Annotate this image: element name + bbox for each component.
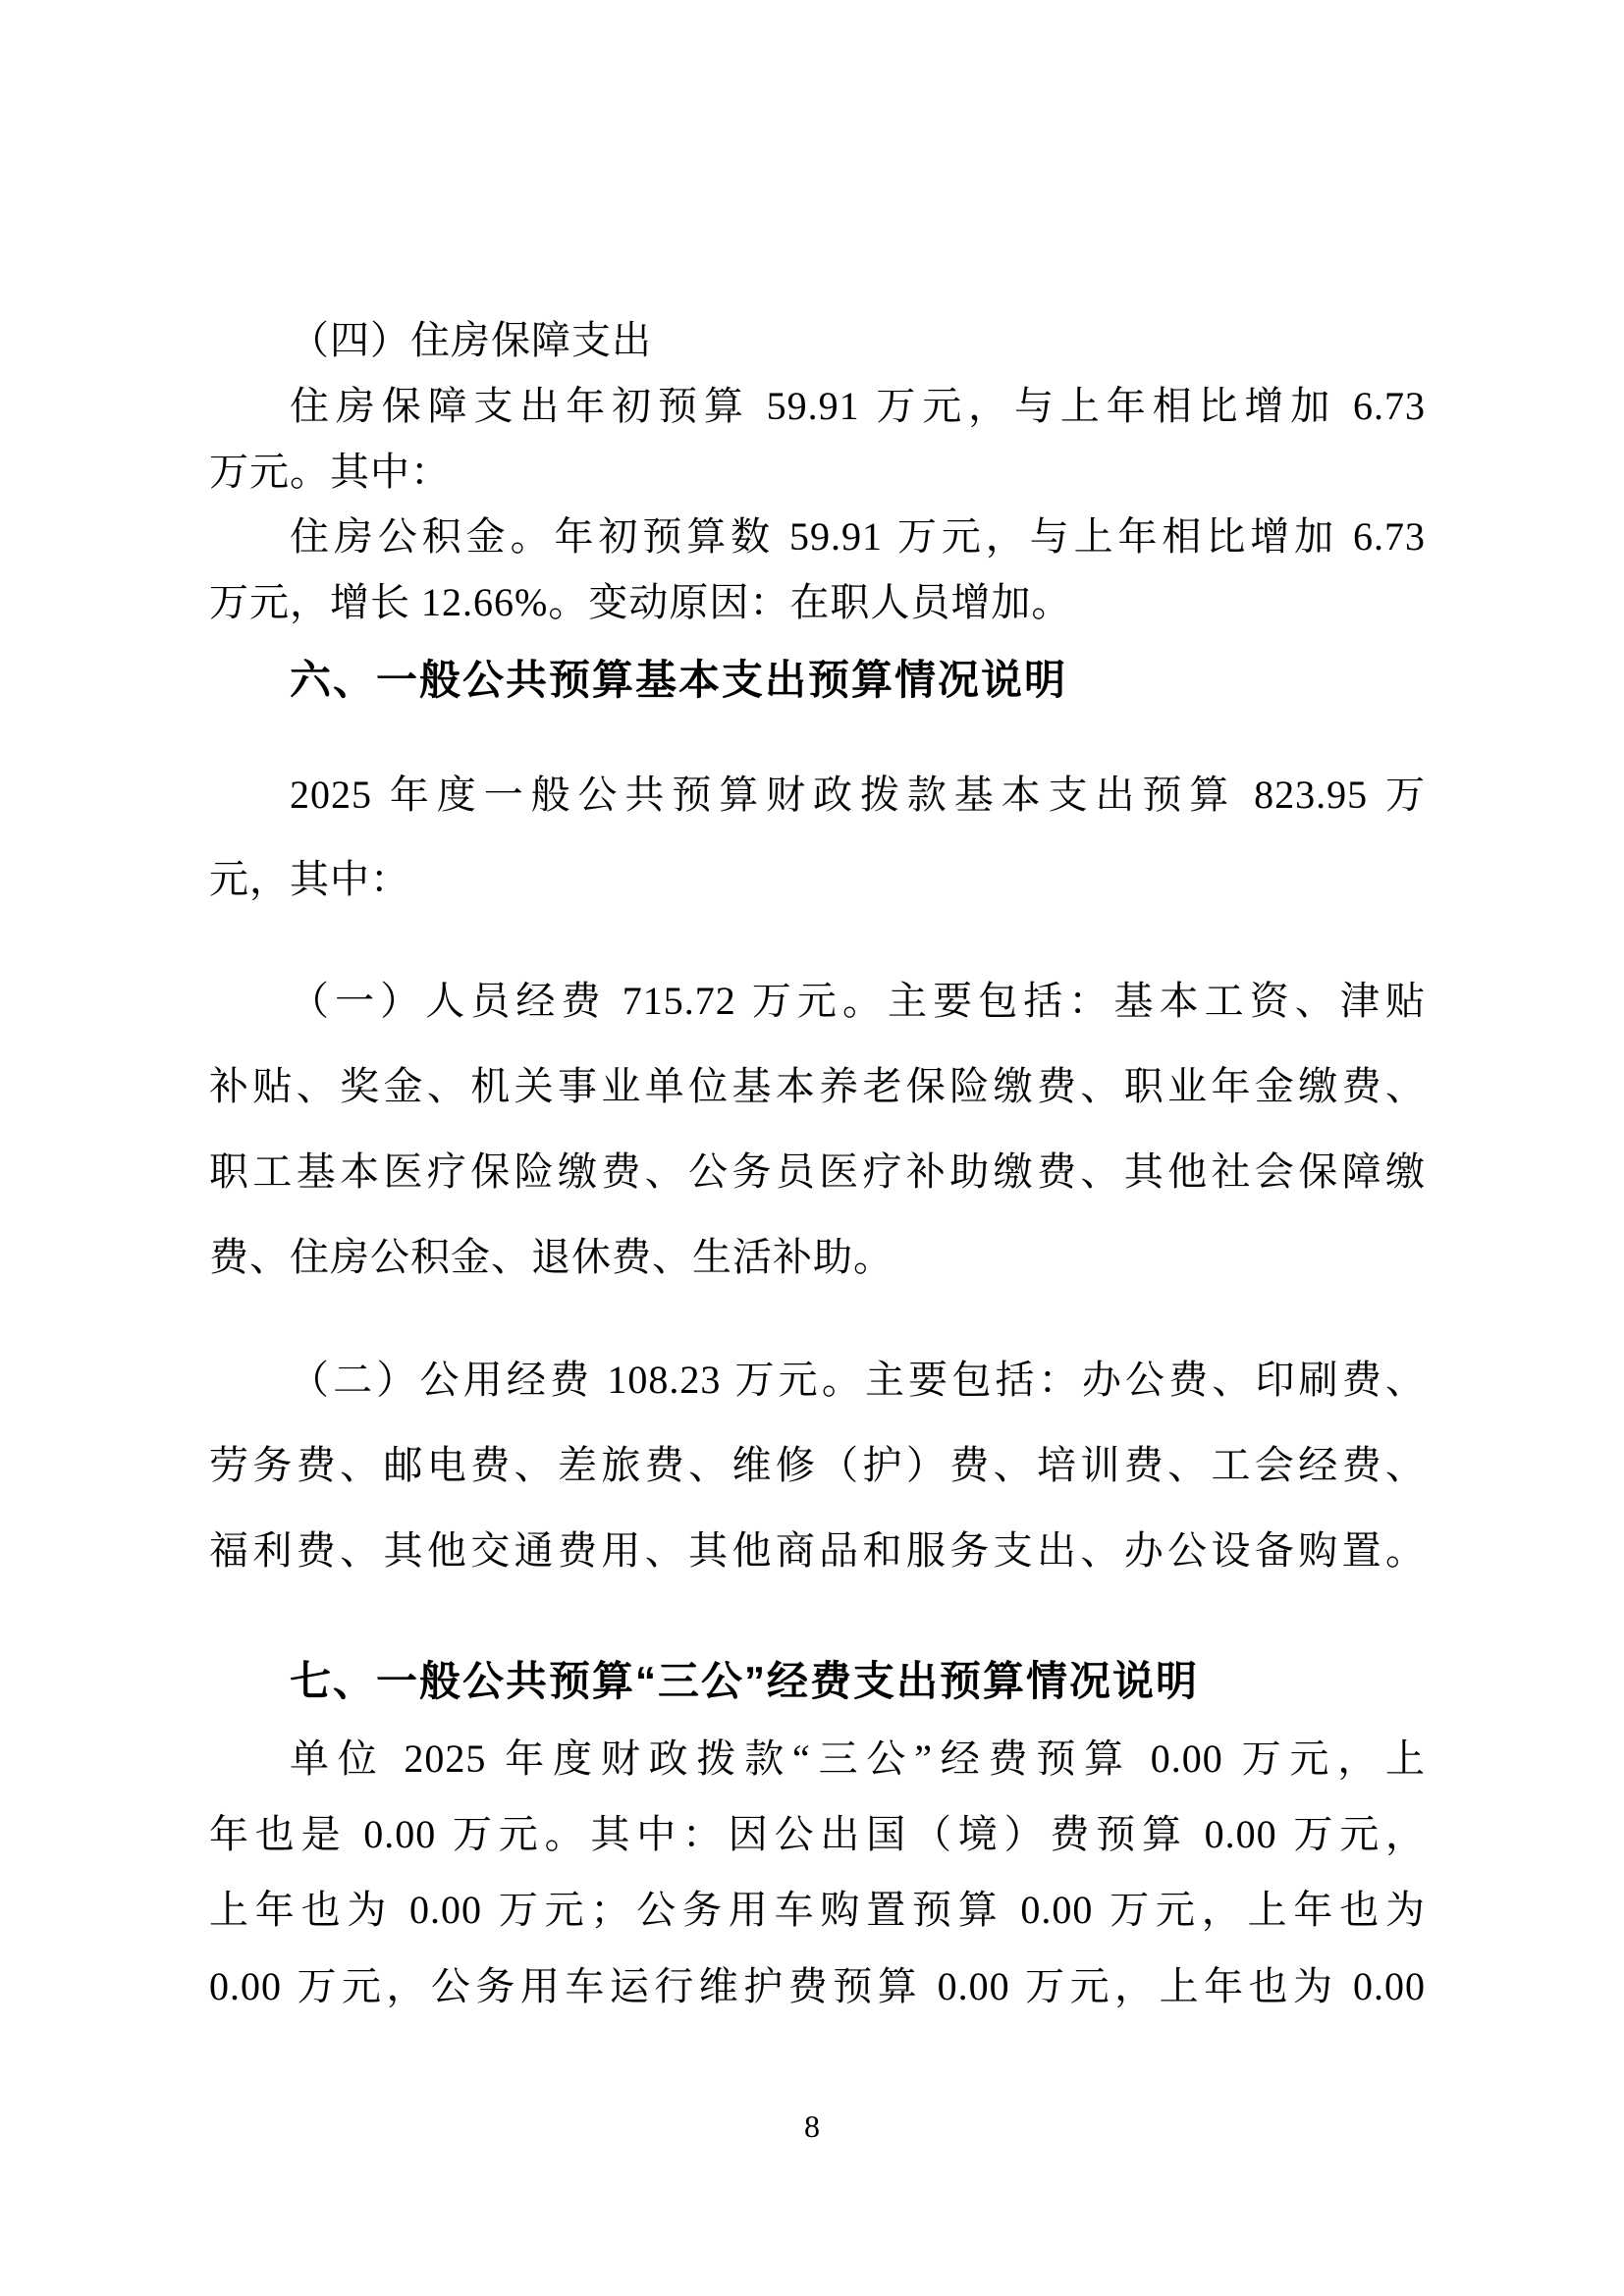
body-line: 住房保障支出年初预算 59.91 万元，与上年相比增加 6.73 [290,384,1426,428]
body-line: 年也是 0.00 万元。其中：因公出国（境）费预算 0.00 万元， [209,1812,1426,1856]
body-line: 补贴、奖金、机关事业单位基本养老保险缴费、职业年金缴费、 [209,1064,1426,1108]
body-line-personnel-expense: （一）人员经费 715.72 万元。主要包括：基本工资、津贴 [290,979,1426,1023]
body-line-public-expense: （二）公用经费 108.23 万元。主要包括：办公费、印刷费、 [290,1358,1426,1402]
subheading-housing-support: （四）住房保障支出 [290,318,652,362]
body-line: 万元。其中： [209,450,451,494]
body-line: 劳务费、邮电费、差旅费、维修（护）费、培训费、工会经费、 [209,1443,1426,1487]
body-line: 0.00 万元，公务用车运行维护费预算 0.00 万元，上年也为 0.00 [209,1964,1426,2008]
body-line: 万元，增长 12.66%。变动原因：在职人员增加。 [209,580,1072,624]
body-line: 2025 年度一般公共预算财政拨款基本支出预算 823.95 万 [290,773,1426,817]
body-line: 福利费、其他交通费用、其他商品和服务支出、办公设备购置。 [209,1528,1426,1573]
body-line: 职工基本医疗保险缴费、公务员医疗补助缴费、其他社会保障缴 [209,1149,1426,1194]
page-number: 8 [804,2109,820,2144]
body-line: 费、住房公积金、退休费、生活补助。 [209,1235,893,1279]
body-line: 上年也为 0.00 万元；公务用车购置预算 0.00 万元，上年也为 [209,1888,1426,1932]
section-heading-7: 七、一般公共预算“三公”经费支出预算情况说明 [290,1658,1200,1704]
body-line: 单位 2025 年度财政拨款“三公”经费预算 0.00 万元，上 [290,1736,1426,1781]
section-heading-6: 六、一般公共预算基本支出预算情况说明 [290,657,1068,703]
body-line: 住房公积金。年初预算数 59.91 万元，与上年相比增加 6.73 [290,514,1426,559]
body-line: 元，其中： [209,857,410,901]
